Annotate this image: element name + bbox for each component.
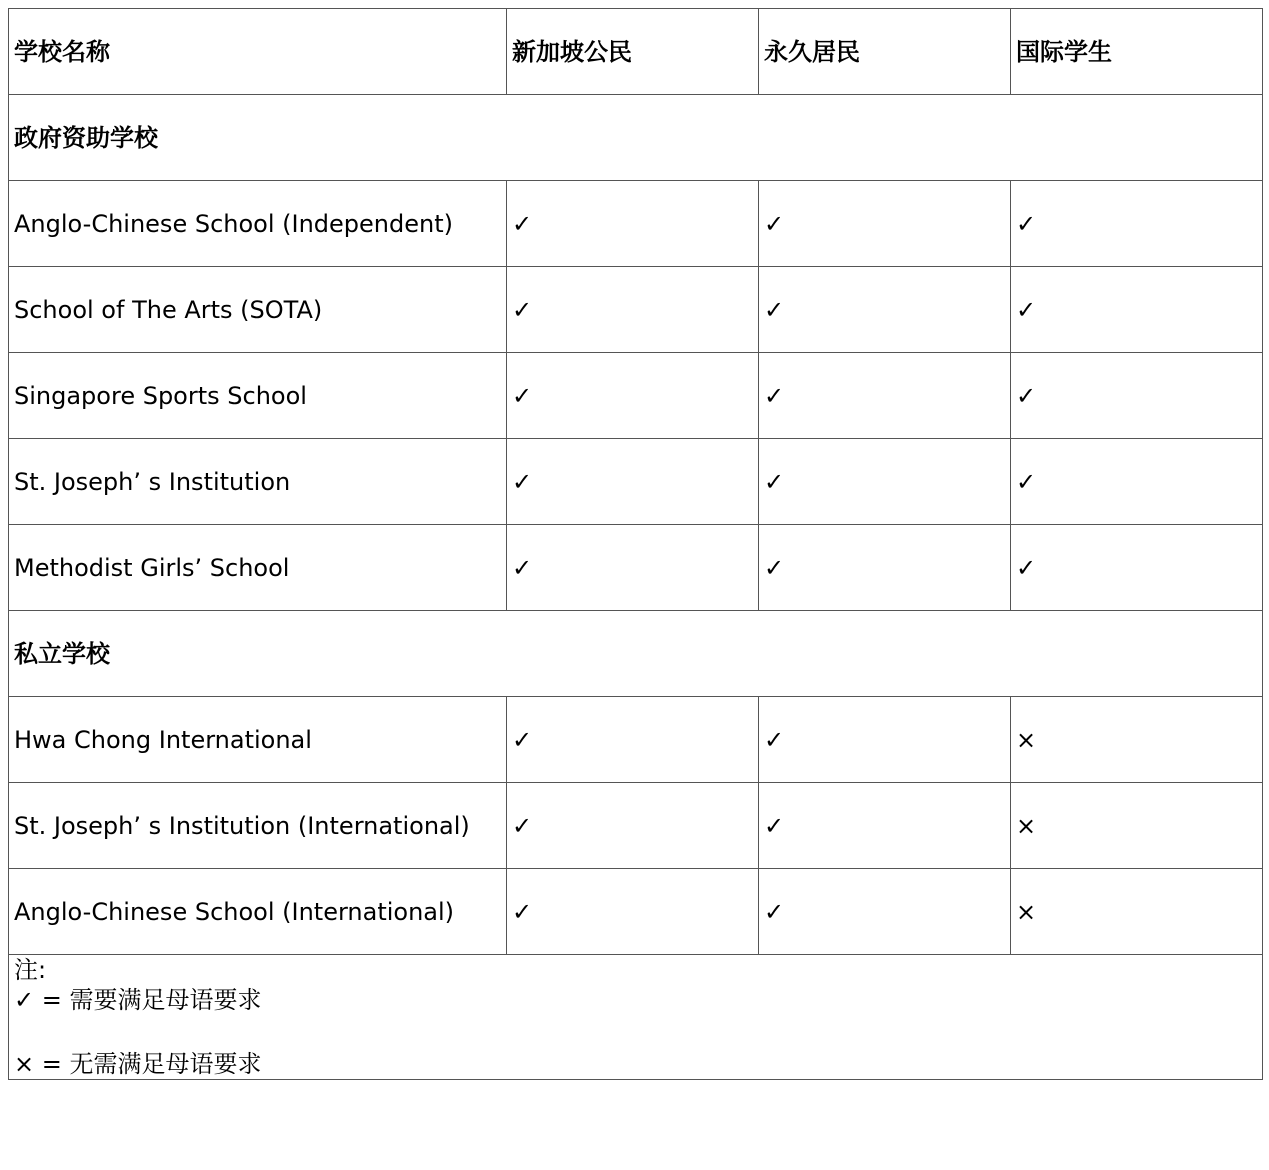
school-name: St. Joseph’ s Institution (International) bbox=[9, 783, 507, 869]
notes-row bbox=[9, 955, 1263, 1080]
citizen-mark: ✓ bbox=[507, 525, 759, 611]
school-name: Methodist Girls’ School bbox=[9, 525, 507, 611]
table-row bbox=[9, 181, 1263, 267]
section-title-private-schools: 私立学校 bbox=[9, 611, 1263, 697]
table-row bbox=[9, 869, 1263, 955]
section-row-private bbox=[9, 611, 1263, 697]
intl-mark: ✓ bbox=[1011, 267, 1263, 353]
table-row bbox=[9, 697, 1263, 783]
citizen-mark: ✓ bbox=[507, 267, 759, 353]
school-name: Hwa Chong International bbox=[9, 697, 507, 783]
header-row bbox=[9, 9, 1263, 95]
notes-heading: 注: bbox=[14, 956, 47, 984]
citizen-mark: ✓ bbox=[507, 697, 759, 783]
notes-spacer bbox=[14, 1015, 1262, 1049]
table-row bbox=[9, 353, 1263, 439]
section-title-government-schools: 政府资助学校 bbox=[9, 95, 1263, 181]
header-school-name: 学校名称 bbox=[9, 9, 507, 95]
header-citizen: 新加坡公民 bbox=[507, 9, 759, 95]
notes-cell bbox=[9, 955, 1263, 1080]
table-row bbox=[9, 267, 1263, 353]
header-permanent-resident: 永久居民 bbox=[759, 9, 1011, 95]
pr-mark: ✓ bbox=[759, 697, 1011, 783]
school-name: St. Joseph’ s Institution bbox=[9, 439, 507, 525]
table-row bbox=[9, 439, 1263, 525]
table-row bbox=[9, 783, 1263, 869]
citizen-mark: ✓ bbox=[507, 783, 759, 869]
citizen-mark: ✓ bbox=[507, 353, 759, 439]
pr-mark: ✓ bbox=[759, 181, 1011, 267]
intl-mark: ✓ bbox=[1011, 439, 1263, 525]
pr-mark: ✓ bbox=[759, 783, 1011, 869]
pr-mark: ✓ bbox=[759, 439, 1011, 525]
pr-mark: ✓ bbox=[759, 525, 1011, 611]
intl-mark: ✓ bbox=[1011, 525, 1263, 611]
pr-mark: ✓ bbox=[759, 353, 1011, 439]
header-international-student: 国际学生 bbox=[1011, 9, 1263, 95]
notes-check-legend: ✓ = 需要满足母语要求 bbox=[14, 986, 262, 1014]
intl-mark: ✓ bbox=[1011, 181, 1263, 267]
school-language-requirement-table bbox=[8, 8, 1263, 1080]
table-row bbox=[9, 525, 1263, 611]
intl-mark: × bbox=[1011, 783, 1263, 869]
citizen-mark: ✓ bbox=[507, 869, 759, 955]
school-name: Anglo-Chinese School (Independent) bbox=[9, 181, 507, 267]
section-row-government bbox=[9, 95, 1263, 181]
intl-mark: ✓ bbox=[1011, 353, 1263, 439]
school-name: School of The Arts (SOTA) bbox=[9, 267, 507, 353]
intl-mark: × bbox=[1011, 697, 1263, 783]
pr-mark: ✓ bbox=[759, 869, 1011, 955]
pr-mark: ✓ bbox=[759, 267, 1011, 353]
school-name: Anglo-Chinese School (International) bbox=[9, 869, 507, 955]
intl-mark: × bbox=[1011, 869, 1263, 955]
notes-cross-legend: × = 无需满足母语要求 bbox=[14, 1050, 262, 1078]
citizen-mark: ✓ bbox=[507, 181, 759, 267]
citizen-mark: ✓ bbox=[507, 439, 759, 525]
school-name: Singapore Sports School bbox=[9, 353, 507, 439]
